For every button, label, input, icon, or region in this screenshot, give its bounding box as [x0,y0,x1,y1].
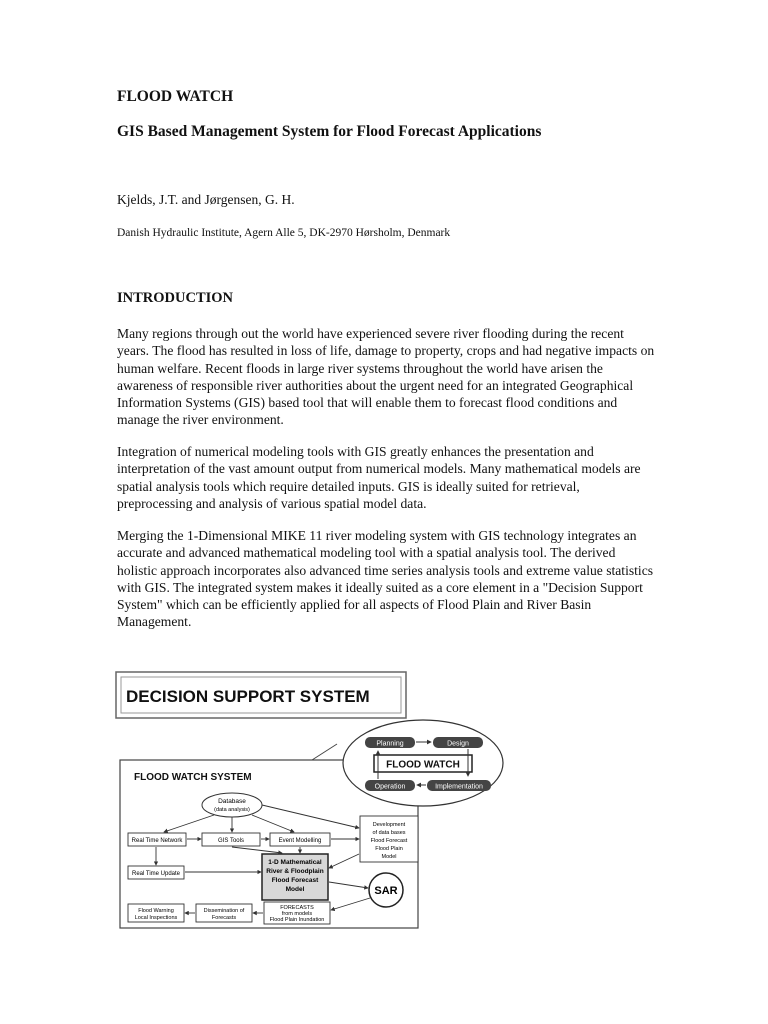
realtime-update-label: Real Time Update [131,871,181,877]
section-heading: INTRODUCTION [117,290,234,306]
paper-subtitle: GIS Based Management System for Flood Forecast Applications [117,123,542,140]
database-sublabel: (data analysis) [214,807,250,813]
development-line: Model [381,854,397,860]
paper-affiliation: Danish Hydraulic Institute, Agern Alle 5, DK-2970 Hørsholm, Denmark [117,227,451,239]
realtime-network-label: Real Time Network [131,838,183,844]
banner-text: DECISION SUPPORT SYSTEM [126,687,370,706]
stage-implementation-label: Implementation [435,783,483,791]
forecasts-line: from models [281,911,313,917]
stage-design-label: Design [447,740,469,748]
system-title: FLOOD WATCH SYSTEM [134,772,252,783]
gis-tools-label: GIS Tools [218,838,244,844]
forecasts-line: Flood Plain Inundation [269,917,325,923]
dissemination-line: Dissemination of [203,908,245,914]
paragraph: Merging the 1-Dimensional MIKE 11 river modeling system with GIS technology integrates an accurate and advanced mathematical modeling tool with a spatial analysis tool. The derived holistic approach incorporates also advanced time series analysis tools and extreme value statistics with GIS. The integrated system makes it ideally suited as a core element in a "Decision Support System" which can be efficiently applied for all aspects of Flood Plain and River Basin Management. [117,528,654,630]
model-line: River & Floodplain [266,868,324,875]
flood-warning-line: Flood Warning [138,908,174,914]
stage-operation-label: Operation [374,783,406,791]
event-modelling-label: Event Modelling [278,838,322,844]
database-label: Database [218,798,246,805]
sar-label: SAR [374,885,398,897]
paper-title: FLOOD WATCH [117,88,234,105]
paragraph: Integration of numerical modeling tools with GIS greatly enhances the presentation and interpretation of the vast amount output from numerical models. Many mathematical models are spatial analysis tools which require detailed inputs. GIS is ideally suited for retrieval, preprocessing and analysis of various spatial model data. [117,444,641,511]
cycle-center-label: FLOOD WATCH [386,759,460,771]
database-node [202,793,262,817]
dissemination-line: Forecasts [211,915,237,921]
paragraph: Many regions through out the world have experienced severe river flooding during the recent years. The flood has resulted in loss of life, damage to property, crops and had negative impacts on human welfare. Recent floods in large river systems throughout the world have arisen the awareness of responsible river authorities about the urgent need for an integrated Geographical Information Systems (GIS) based tool that will enable them to forecast flood conditions and manage the river environment. [117,326,655,428]
figure-svg [112,668,507,932]
banner-box [116,672,406,718]
frame-connector [312,744,337,760]
development-line: of data bases [372,830,406,836]
model-line: Flood Forecast [271,877,319,884]
model-line: 1-D Mathematical [268,859,322,866]
stage-planning-label: Planning [376,740,404,748]
development-line: Flood Forecast [370,838,408,844]
forecasts-line: FORECASTS [280,905,314,911]
development-line: Flood Plain [375,846,403,852]
development-line: Development [372,822,406,828]
paper-authors: Kjelds, J.T. and Jørgensen, G. H. [117,192,295,207]
model-line: Model [285,886,305,893]
flood-warning-line: Local Inspections [134,915,178,921]
decision-support-figure [112,668,507,932]
cycle-diagram [343,720,503,806]
